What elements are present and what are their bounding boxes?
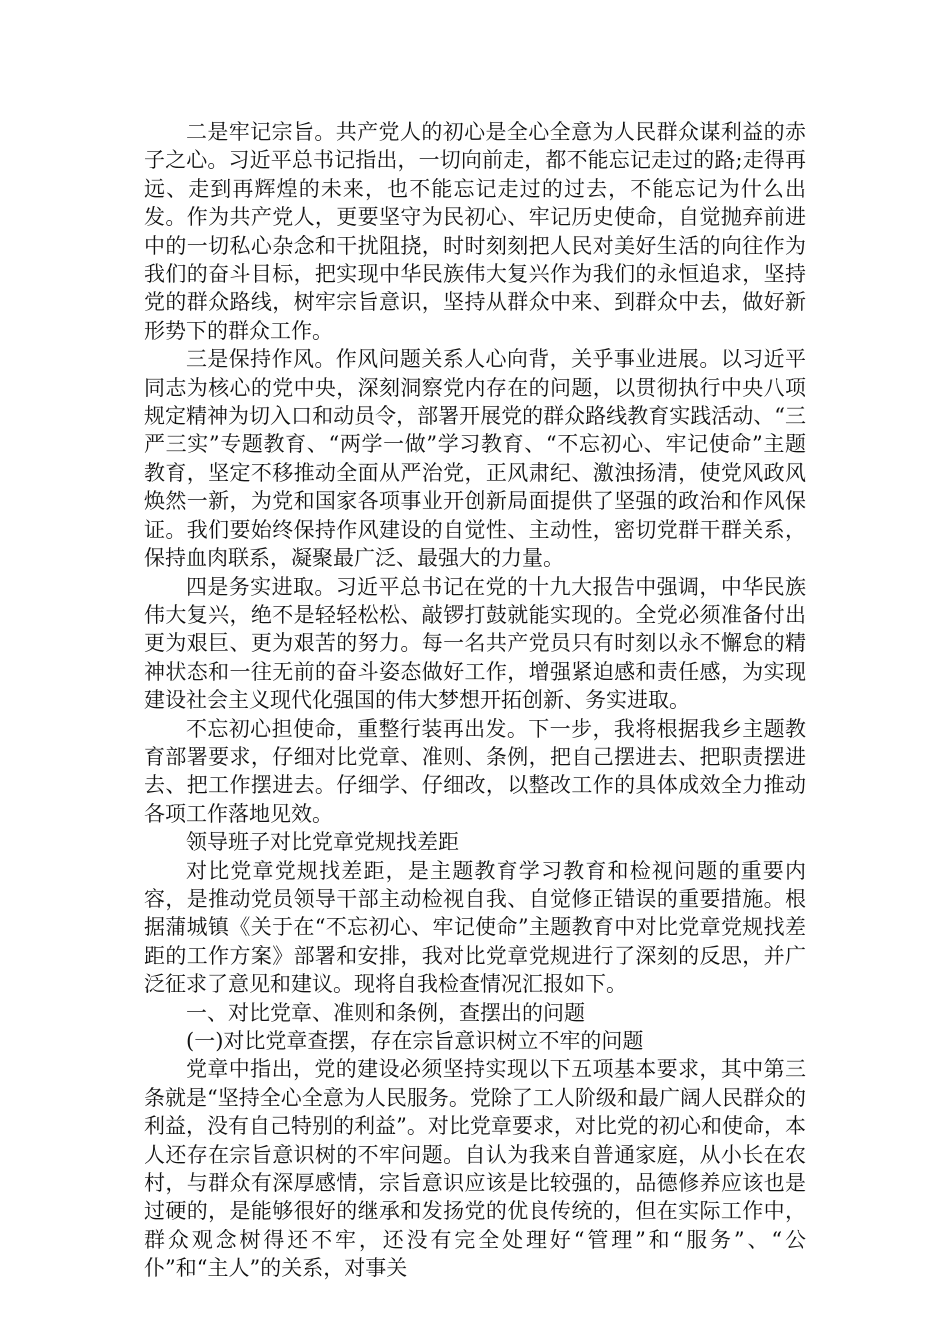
paragraph-remember-purpose: 二是牢记宗旨。共产党人的初心是全心全意为人民群众谋利益的赤子之心。习近平总书记指出，一切向前走，都不能忘记走过的路;走得再远、走到再辉煌的未来，也不能忘记走过的过去，不能忘记为什么出发。作为共产党人，更要坚守为民初心、牢记历史使命，自觉抛弃前进中的一切私心杂念和干扰阻挠，时时刻刻把人民对美好生活的向往作为我们的奋斗目标，把实现中华民族伟大复兴作为我们的永恒追求，坚持党的群众路线，树牢宗旨意识，坚持从群众中来、到群众中去，做好新形势下的群众工作。 — [144, 120, 806, 343]
heading-level-2: (一)对比党章查摆，存在宗旨意识树立不牢的问题 — [186, 1029, 644, 1053]
document-page — [144, 118, 806, 1283]
paragraph-next-steps: 不忘初心担使命，重整行装再出发。下一步，我将根据我乡主题教育部署要求，仔细对比党章、准则、条例，把自己摆进去、把职责摆进去、把工作摆进去。仔细学、仔细改，以整改工作的具体成效全力推动各项工作落地见效。 — [144, 716, 806, 826]
paragraph-pragmatic-progress: 四是务实进取。习近平总书记在党的十九大报告中强调，中华民族伟大复兴，绝不是轻轻松松、敲锣打鼓就能实现的。全党必须准备付出更为艰巨、更为艰苦的努力。每一名共产党员只有时刻以永不懈怠的精神状态和一往无前的奋斗姿态做好工作，增强紧迫感和责任感，为实现建设社会主义现代化强国的伟大梦想开拓创新、务实进取。 — [144, 574, 806, 713]
section-title: 领导班子对比党章党规找差距 — [186, 830, 459, 855]
paragraph-intro: 对比党章党规找差距，是主题教育学习教育和检视问题的重要内容，是推动党员领导干部主动检视自我、自觉修正错误的重要措施。根据蒲城镇《关于在“不忘初心、牢记使命”主题教育中对比党章党规找差距的工作方案》部署和安排，我对比党章党规进行了深刻的反思，并广泛征求了意见和建议。现将自我检查情况汇报如下。 — [144, 858, 806, 997]
paragraph-maintain-style: 三是保持作风。作风问题关系人心向背，关乎事业进展。以习近平同志为核心的党中央，深刻洞察党内存在的问题，以贯彻执行中央八项规定精神为切入口和动员令，部署开展党的群众路线教育实践活动、“三严三实”专题教育、“两学一做”学习教育、“不忘初心、牢记使命”主题教育，坚定不移推动全面从严治党，正风肃纪、激浊扬清，使党风政风焕然一新，为党和国家各项事业开创新局面提供了坚强的政治和作风保证。我们要始终保持作风建设的自觉性、主动性，密切党群干群关系，保持血肉联系，凝聚最广泛、最强大的力量。 — [144, 347, 806, 571]
heading-level-1: 一、对比党章、准则和条例，查摆出的问题 — [186, 1000, 585, 1025]
paragraph-party-constitution: 党章中指出，党的建设必须坚持实现以下五项基本要求，其中第三条就是“坚持全心全意为人民服务。党除了工人阶级和最广阔人民群众的利益，没有自己特别的利益”。对比党章要求，对比党的初心和使命，本人还存在宗旨意识树的不牢问题。自认为我来自普通家庭，从小长在农村，与群众有深厚感情，宗旨意识应该是比较强的，品德修养应该也是过硬的，是能够很好的继承和发扬党的优良传统的，但在实际工作中，群众观念树得还不牢，还没有完全处理好“管理”和“服务”、“公仆”和“主人”的关系，对事关 — [144, 1057, 806, 1281]
